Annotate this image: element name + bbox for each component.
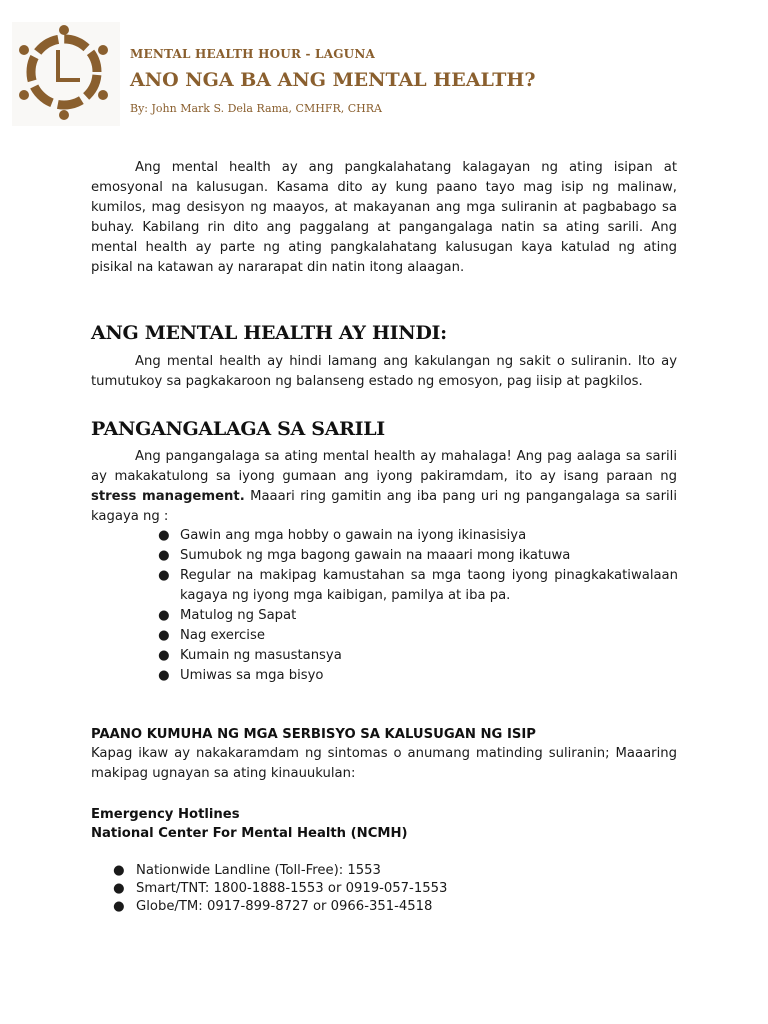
bullet-icon: ● — [158, 528, 170, 543]
self-care-list — [158, 526, 678, 686]
bullet-icon: ● — [158, 628, 170, 643]
intro-paragraph: Ang mental health ay ang pangkalahatang kalagayan ng ating isipan at emosyonal na kalusugan. Kasama dito ay kung paano tayo mag isip ng malinaw, kumilos, mag desisyon ng maayos, at makayanan ang mga suliranin at pagbabago sa buhay. Kabilang rin dito ang paggalang at pangangalaga natin sa ating sarili. Ang mental health ay parte ng ating pangkalahatang kalusugan kaya katulad ng ating pisikal na katawan ay nararapat din natin itong alaagan. — [91, 160, 677, 275]
document-header — [0, 0, 768, 130]
bullet-icon: ● — [158, 568, 170, 583]
hindi-paragraph: Ang mental health ay hindi lamang ang kakulangan ng sakit o suliranin. Ito ay tumutukoy sa pagkakaroon ng balanseng estado ng emosyon, pag iisip at pagkilos. — [91, 354, 677, 389]
list-item: ● Kumain ng masustansya — [158, 646, 678, 666]
stress-management-emphasis: stress management. — [91, 489, 245, 504]
ncmh-label: National Center For Mental Health (NCMH) — [91, 826, 408, 841]
list-item: ● Gawin ang mga hobby o gawain na iyong ikinasisiya — [158, 526, 678, 546]
list-item: ● Matulog ng Sapat — [158, 606, 678, 626]
section-heading-hindi: ANG MENTAL HEALTH AY HINDI: — [91, 322, 447, 344]
hotline-item: ● Smart/TNT: 1800-1888-1553 or 0919-057-1553 — [113, 881, 448, 896]
hotline-item: ● Globe/TM: 0917-899-8727 or 0966-351-4518 — [113, 899, 433, 914]
list-item: ● Nag exercise — [158, 626, 678, 646]
clock-people-logo-icon — [12, 22, 120, 126]
bullet-icon: ● — [113, 899, 125, 914]
bullet-icon: ● — [113, 881, 125, 896]
bullet-icon: ● — [113, 863, 125, 878]
list-item: ● Sumubok ng mga bagong gawain na maaari mong ikatuwa — [158, 546, 678, 566]
section-heading-sarili: PANGANGALAGA SA SARILI — [91, 418, 385, 440]
bullet-icon: ● — [158, 648, 170, 663]
serbisyo-paragraph: Kapag ikaw ay nakakaramdam ng sintomas o anumang matinding suliranin; Maaaring makipag ugnayan sa ating kinauukulan: — [91, 746, 677, 781]
hotline-item: ● Nationwide Landline (Toll-Free): 1553 — [113, 863, 381, 878]
logo — [12, 22, 120, 126]
emergency-hotlines-label: Emergency Hotlines — [91, 807, 240, 822]
list-item: ● Regular na makipag kamustahan sa mga taong iyong pinagkakatiwalaan kagaya ng iyong mga kaibigan, pamilya at iba pa. — [158, 568, 678, 603]
bullet-icon: ● — [158, 608, 170, 623]
header-kicker: MENTAL HEALTH HOUR - LAGUNA — [130, 47, 376, 61]
author-byline: By: John Mark S. Dela Rama, CMHFR, CHRA — [130, 102, 382, 115]
section-heading-serbisyo: PAANO KUMUHA NG MGA SERBISYO SA KALUSUGAN NG ISIP — [91, 727, 536, 742]
bullet-icon: ● — [158, 668, 170, 683]
hotline-list — [113, 862, 633, 916]
sarili-paragraph: Ang pangangalaga sa ating mental health ay mahalaga! Ang pag aalaga sa sarili ay makakatulong sa iyong gumaan ang iyong pakiramdam, ito ay isang paraan ng stress management. Maaari ring gamitin ang iba pang uri ng pangangalaga sa sarili kagaya ng : — [91, 449, 678, 524]
list-item: ● Umiwas sa mga bisyo — [158, 666, 678, 686]
page-title: ANO NGA BA ANG MENTAL HEALTH? — [130, 69, 536, 91]
bullet-icon: ● — [158, 548, 170, 563]
